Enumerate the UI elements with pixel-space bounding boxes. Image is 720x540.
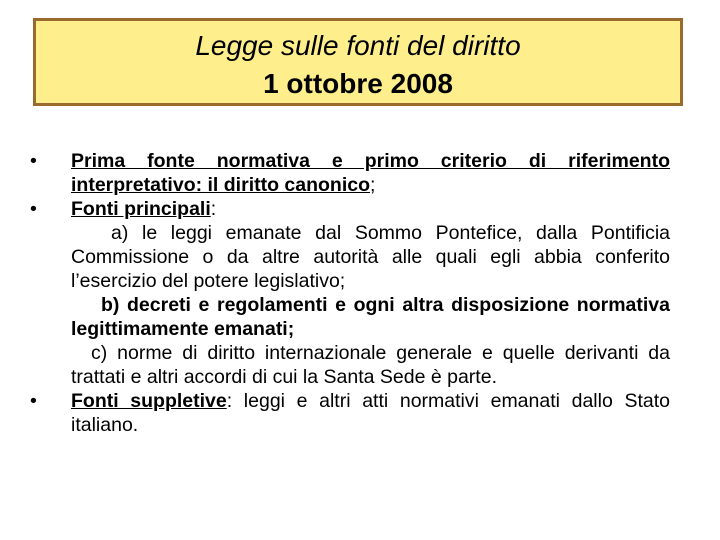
bullet-lead-text: Fonti principali	[71, 198, 211, 220]
bullet-icon: •	[30, 150, 37, 172]
title-line-2: 1 ottobre 2008	[263, 68, 453, 99]
sub-item-c: c) norme di diritto internazionale generale e quelle derivanti da trattati e altri accordi di cui la Santa Sede è parte.	[71, 342, 670, 388]
bullet-icon: •	[30, 390, 37, 412]
bullet-rest-text: : leggi e altri atti normativi emanati dallo Stato italiano.	[71, 390, 670, 436]
bullet-lead-text: Fonti suppletive	[71, 390, 227, 412]
bullet-item-fonti-principali	[30, 197, 670, 221]
bullet-item-prima-fonte	[30, 149, 670, 197]
sub-item-a: a) le leggi emanate dal Sommo Pontefice, dalla Pontificia Commissione o da altre autorità alle quali egli abbia conferito l’esercizio del potere legislativo;	[71, 222, 670, 292]
title-box	[33, 18, 683, 106]
bullet-item-fonti-suppletive	[30, 389, 670, 437]
bullet-icon: •	[30, 198, 37, 220]
bullet-lead-text: Prima fonte normativa e primo criterio di riferimento interpretativo: il diritto canonico	[71, 150, 670, 196]
title-line-1: Legge sulle fonti del diritto	[195, 30, 521, 61]
bullet-rest-text: :	[210, 198, 217, 220]
bullet-rest-text: ;	[370, 174, 376, 196]
sub-item-b: b) decreti e regolamenti e ogni altra disposizione normativa legittimamente emanati;	[71, 294, 670, 340]
content-body	[30, 149, 670, 437]
